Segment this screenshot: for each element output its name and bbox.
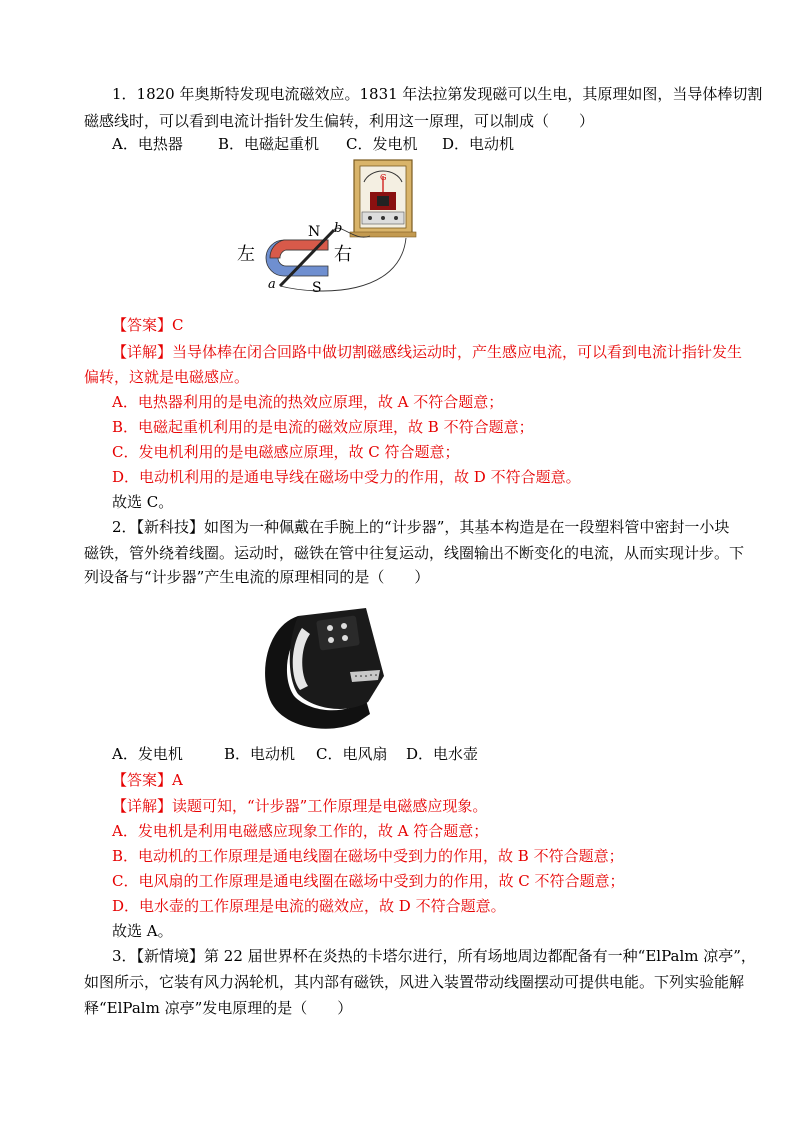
label-a: a [268,277,276,292]
q2-explain-b: B．电动机的工作原理是通电线圈在磁场中受到力的作用，故 B 不符合题意； [112,847,624,865]
q1-option-b[interactable]: B．电磁起重机 [218,135,320,153]
pedometer-wristband-image [258,590,388,736]
q2-option-d[interactable]: D．电水壶 [406,745,479,763]
q2-option-a[interactable]: A．发电机 [112,745,183,763]
q1-answer: 【答案】C [112,316,184,334]
q1-options [112,134,514,154]
q2-stem-line3: 列设备与“计步器”产生电流的原理相同的是（ ） [84,568,430,586]
q2-options [112,744,478,764]
q1-explain-b: B．电磁起重机利用的是电流的磁效应原理，故 B 不符合题意； [112,418,534,436]
galvanometer-icon [350,160,416,237]
q2-choose: 故选 A。 [112,922,173,940]
label-left: 左 [237,244,255,265]
q1-detail-line1: 【详解】当导体棒在闭合回路中做切割磁感线运动时，产生感应电流，可以看到电流计指针发生 [112,343,743,361]
conductor-rod-icon [280,230,334,286]
q1-choose: 故选 C。 [112,493,174,511]
q3-stem-line3: 释“ElPalm 凉亭”发电原理的是（ ） [84,999,353,1017]
label-b: b [334,221,343,236]
q1-explain-c: C．发电机利用的是电磁感应原理，故 C 符合题意； [112,443,460,461]
q2-explain-c: C．电风扇的工作原理是通电线圈在磁场中受到力的作用，故 C 不符合题意； [112,872,625,890]
q1-stem-line2: 磁感线时，可以看到电流计指针发生偏转，利用这一原理，可以制成（ ） [84,112,595,130]
q2-option-b[interactable]: B．电动机 [224,745,296,763]
label-south: S [312,280,322,296]
q2-answer: 【答案】A [112,771,183,789]
meter-label: G [380,173,387,182]
q1-option-c[interactable]: C．发电机 [346,135,418,153]
q2-explain-d: D．电水壶的工作原理是电流的磁效应，故 D 不符合题意。 [112,897,506,915]
label-north: N [308,224,321,240]
label-right: 右 [334,244,352,265]
q2-explain-a: A．发电机是利用电磁感应现象工作的，故 A 符合题意； [112,822,489,840]
q1-stem-line1: 1．1820 年奥斯特发现电流磁效应。1831 年法拉第发现磁可以生电，其原理如图，当导体棒切割 [112,85,763,103]
q1-option-d[interactable]: D．电动机 [442,135,515,153]
q1-detail-line2: 偏转，这就是电磁感应。 [84,368,250,386]
q1-explain-d: D．电动机利用的是通电导线在磁场中受力的作用，故 D 不符合题意。 [112,468,581,486]
q3-stem-line2: 如图所示，它装有风力涡轮机，其内部有磁铁，风进入装置带动线圈摆动可提供电能。下列实验能解 [84,973,745,991]
q2-option-c[interactable]: C．电风扇 [316,745,388,763]
q2-stem-line1: 2．【新科技】如图为一种佩戴在手腕上的“计步器”，其基本构造是在一段塑料管中密封一小块 [112,518,730,536]
q1-explain-a: A．电热器利用的是电流的热效应原理，故 A 不符合题意； [112,393,504,411]
q3-stem-line1: 3．【新情境】第 22 届世界杯在炎热的卡塔尔进行，所有场地周边都配备有一种“ElPalm 凉亭”， [112,947,756,965]
q2-detail-line1: 【详解】读题可知，“计步器”工作原理是电磁感应现象。 [112,797,488,815]
q2-stem-line2: 磁铁，管外绕着线圈。运动时，磁铁在管中往复运动，线圈输出不断变化的电流，从而实现计步。下 [84,544,745,562]
q1-option-a[interactable]: A．电热器 [112,135,183,153]
q1-figure [230,156,430,300]
